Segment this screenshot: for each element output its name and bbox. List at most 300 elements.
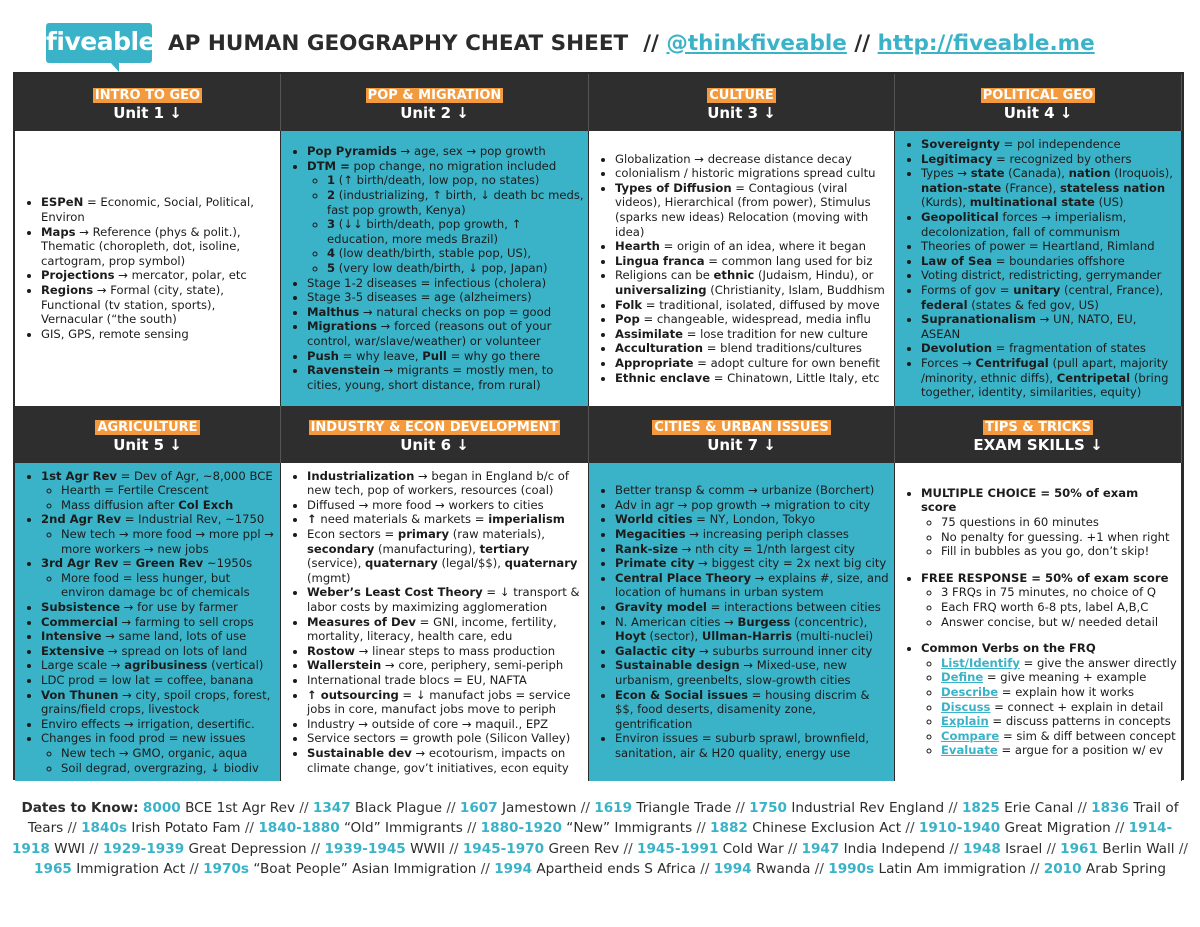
text: Adv in agr → pop growth → migration to city [615,497,871,512]
list-item [921,312,1177,341]
date-event: “New” Immigrants [561,820,693,837]
date-year: 1347 [312,800,351,816]
unit-title: Unit 3 ↓ [707,104,776,122]
list-item [921,356,1177,400]
date-year: 1994 [713,861,752,878]
list-item [921,283,1177,312]
bold-term: Malthus [307,304,360,319]
bold-term: secondary [307,541,375,556]
text: New tech → more food → more ppl → more workers → new jobs [61,527,274,556]
text: Globalization → decrease distance decay [615,151,852,166]
date-year: 1825 [961,800,1000,816]
text: (Judaism, Hindu), or [754,268,874,283]
unit-title: Unit 1 ↓ [113,104,182,122]
date-year: 1840s [81,820,128,837]
list-item [921,268,1177,283]
date-event: Chinese Exclusion Act [747,820,902,837]
text: = lose tradition for new culture [683,326,868,341]
bold-term: Types of Diffusion [615,180,732,195]
list-item [307,276,584,291]
text: 3 FRQs in 75 minutes, no choice of Q [941,585,1156,600]
bold-term: MULTIPLE CHOICE = 50% of exam score [921,485,1139,515]
sub-list-item [941,700,1177,715]
text: → spread on lots of land [104,643,248,658]
bold-term: Devolution [921,341,992,356]
text: → Reference (phys & polit.), Thematic (choropleth, dot, isoline, cartogram, prop symbol) [41,224,241,268]
bold-term: Ethnic enclave [615,370,711,385]
date-event: Immigration Act [71,861,186,878]
unit-tag: TIPS & TRICKS [985,419,1091,435]
bold-term: Push [307,348,339,363]
unit-title: Unit 7 ↓ [707,435,776,454]
text: (sector), [645,629,702,644]
text: → forced (reasons out of your control, war/slave/weather) or volunteer [307,319,552,349]
date-separator: // [63,820,82,837]
list-item [921,152,1177,167]
date-year: 1945-1970 [462,840,545,857]
text: = explain how it works [998,685,1135,699]
date-event: “Old” Immigrants [339,820,463,837]
list-item [615,327,890,342]
list-item [921,571,1177,629]
list-item [307,658,584,673]
text: = common lang used for biz [704,253,873,268]
unit-body-2 [281,131,589,406]
list-item [307,527,584,585]
bold-term: Appropriate [615,355,694,370]
text: Define [941,670,984,685]
date-year: 1961 [1060,840,1098,857]
text: → Mixed-use, new urbanism, greenbelts, slow-growth cities [615,658,851,687]
sub-list-item [941,714,1177,729]
sub-list-item [327,217,584,246]
text: = origin of an idea, where it began [659,239,866,254]
bold-term: Gravity model [615,600,707,615]
date-year: 1619 [594,800,633,816]
date-year: 8000 [142,800,181,816]
bold-term: 4 [327,246,336,261]
date-separator: // [1042,840,1061,857]
list-item [615,542,890,557]
text: Evaluate [941,743,998,758]
list-item [615,239,890,254]
date-separator: // [731,800,750,816]
sub-list-item [941,743,1177,758]
text: = NY, London, Tokyo [692,512,816,527]
text: Diffused → more food → workers to cities [307,497,544,512]
date-separator: // [442,800,460,816]
list-item [615,371,890,386]
date-event: Great Depression [184,840,307,857]
date-event: Israel [1000,840,1043,857]
text: Forms of gov = [921,282,1014,297]
list-item [615,152,890,167]
list-item [41,327,276,342]
header [46,18,1095,68]
bold-term: ethnic [713,268,755,283]
bold-term: Ravenstein [307,363,380,378]
text: = ↓ transport & labor costs by maximizing agglomeration [307,585,580,615]
bold-term: Megacities [615,527,686,542]
list-item [41,556,276,600]
text: Service sectors = growth pole (Silicon Valley) [307,731,571,746]
text: Industry → outside of core → maquil., EPZ [307,716,549,731]
sub-list-item [327,261,584,276]
bold-term: Supranationalism [921,312,1037,327]
date-year: 1910-1940 [918,820,1001,837]
sub-list [41,527,276,556]
text: = traditional, isolated, diffused by move [642,297,880,312]
date-year: 1948 [963,840,1001,857]
list-item [41,225,276,269]
bold-term: Wallerstein [307,658,382,673]
list-item [615,356,890,371]
list-item [41,195,276,224]
bold-term: Extensive [41,643,105,658]
unit-header-2 [281,74,589,131]
text: → explains #, size, and location of humans in urban system [615,570,889,600]
unit-tag: AGRICULTURE [97,419,198,435]
list-item [41,644,276,659]
text: International trade blocs = EU, NAFTA [307,673,527,687]
text: Large scale → [41,658,125,673]
text: = Contagious (viral videos), Hierarchical (from power), Stimulus (sparks new ideas) Relocation (moving with idea) [615,180,871,239]
date-event: Jamestown [497,800,577,816]
text: Soil degrad, overgrazing, ↓ biodiv [61,760,259,775]
date-event: Irish Potato Fam [127,820,241,837]
sub-list-item [941,600,1177,615]
text: → farming to sell crops [117,614,254,629]
sub-list-item [327,173,584,188]
sub-list [921,515,1177,559]
bold-term: Pop [615,312,640,327]
text: = Economic, Social, Political, Environ [41,195,254,224]
text: New tech → GMO, organic, aqua [61,745,248,760]
date-event: Trail of Tears [27,800,1179,837]
bold-term: Hoyt [615,629,646,644]
date-separator: // [901,820,919,837]
bold-term: Regions [41,282,94,297]
text: → Formal (city, state), Functional (tv station, sports), Vernacular (“the south) [41,282,224,327]
bold-term: World cities [615,512,693,527]
date-year: 1939-1945 [324,840,406,857]
bold-term: Sustainable dev [307,745,412,760]
bold-term: 3 [327,217,336,232]
text: = why go there [446,348,541,363]
bold-term: Intensive [41,629,102,644]
text: (pull apart, majority /minority, ethnic diffs), [921,355,1169,385]
text: Types → [921,166,971,181]
bullet-list [601,483,890,760]
page-title [168,31,1095,56]
text: need materials & markets = [316,512,489,527]
text: (↓↓ birth/death, pop growth, ↑ education, more meds Brazil) [327,217,522,246]
sub-list [41,571,276,600]
sub-list-item [941,585,1177,600]
bold-term: Col Exch [178,497,234,512]
bold-term: Commercial [41,614,118,629]
bold-term: Centrifugal [975,355,1049,370]
unit-body-3 [589,131,895,406]
bold-term: unitary [1013,282,1061,297]
list-item [615,688,890,732]
list-item [307,688,584,717]
bold-term: state [970,166,1005,181]
text: → UN, NATO, EU, ASEAN [921,312,1137,341]
text: ~1950s [203,556,253,571]
list-item [615,181,890,239]
fiveable-logo[interactable]: fiveable [46,23,152,63]
bold-term: Migrations [307,319,377,334]
text: colonialism / historic migrations spread cultu [615,166,876,181]
list-item [307,746,584,775]
unit-header-3 [589,74,895,131]
date-separator: // [306,840,325,857]
text: Better transp & comm → urbanize (Borchert) [615,483,875,498]
bold-term: Projections [41,268,115,283]
date-separator: // [240,820,259,837]
text: = adopt culture for own benefit [693,355,880,370]
bullet-list [907,137,1177,400]
list-item [615,644,890,659]
list-item [921,137,1177,152]
unit-tag: INTRO TO GEO [94,88,201,103]
text: = ↓ manufact jobs = service jobs in core, manufact jobs move to periph [307,687,571,717]
bold-term: Primate city [615,556,695,571]
text: (Canada), [1004,166,1069,181]
text: → migrants = mostly men, to cities, young, short distance, from rural) [307,363,554,392]
bold-term: Weber’s Least Cost Theory [307,585,483,600]
text: (multi-nuclei) [792,629,874,644]
text: Describe [941,685,999,699]
sub-list-item [941,729,1177,744]
bold-term: Measures of Dev [307,614,416,629]
text: Discuss [941,699,991,714]
bold-term: 2 [327,188,336,203]
text: = housing discrim & $$, food deserts, disamenity zone, gentrification [615,687,870,731]
date-year: 1914-1918 [11,820,1173,857]
unit-grid [13,72,1184,780]
date-event: Arab Spring [1081,861,1166,878]
text: = Dev of Agr, ~8,000 BCE [116,468,273,483]
text: = [118,556,136,571]
sub-list-item [327,246,584,261]
date-year: 1750 [749,800,787,816]
text: Voting district, redistricting, gerrymander [921,268,1162,283]
list-item [307,305,584,320]
text: Environ issues = suburb sprawl, brownfield, sanitation, air & H20 quality, energy use [615,731,870,760]
text: (Christianity, Islam, Buddhism [706,282,885,297]
text: (↑ birth/death, low pop, no states) [335,173,540,188]
bold-term: agribusiness [124,658,208,673]
unit-title: Unit 5 ↓ [113,435,182,454]
bold-term: 3rd Agr Rev [41,556,119,571]
list-item [921,641,1177,758]
sub-list [921,585,1177,629]
list-item [307,363,584,392]
bold-term: Lingua franca [615,253,705,268]
list-item [307,585,584,614]
bold-term: Von Thunen [41,687,119,702]
date-event: WWI [49,840,86,857]
date-event: WWII [405,840,445,857]
sub-list [307,173,584,275]
list-item [615,600,890,615]
text: No penalty for guessing. +1 when right [941,529,1170,544]
text: = blend traditions/cultures [703,341,862,356]
text: = sim & diff between concept [999,728,1176,743]
text: → ecotourism, impacts on climate change, gov’t initiatives, econ equity [307,745,569,775]
sub-list-item [941,670,1177,685]
text: → natural checks on pop = good [359,304,552,319]
list-item [307,512,584,527]
list-item [41,731,276,775]
list-item [921,210,1177,239]
date-event: BCE 1st Agr Rev [180,800,296,816]
sub-list-item [61,498,276,513]
list-item [307,290,584,305]
sub-list-item [327,188,584,217]
list-item [41,268,276,283]
bold-term: DTM = [307,158,350,173]
text: Mass diffusion after [61,497,179,512]
text: 75 questions in 60 minutes [941,515,1099,530]
title-separator: // [854,30,871,56]
bold-term: Hearth [615,239,660,254]
sub-list-item [61,571,276,600]
date-year: 1840-1880 [258,820,340,837]
list-item [307,469,584,498]
text: → began in England b/c of new tech, pop of workers, resources (coal) [307,468,569,498]
date-separator: // [576,800,595,816]
date-event: Triangle Trade [632,800,732,816]
text: → core, periphery, semi-periph [381,658,564,673]
date-event: Great Migration [1000,820,1111,837]
unit-tag: INDUSTRY & ECON DEVELOPMENT [310,419,559,435]
sub-list-item [941,656,1177,671]
text: (low death/birth, stable pop, US), [335,246,532,261]
text: (industrializing, ↑ birth, ↓ death bc meds, fast pop growth, Kenya) [327,188,584,217]
list-item [41,600,276,615]
date-year: 1947 [801,840,840,857]
bold-term: quaternary [364,556,438,571]
bold-term: stateless nation [1059,180,1166,195]
text: Religions can be [615,268,714,283]
text: → same land, lots of use [101,629,247,644]
list-item [41,512,276,556]
text: (service), [307,556,365,571]
text: → mercator, polar, etc [114,268,247,283]
date-separator: // [295,800,313,816]
list-item [921,486,1177,559]
text: = changeable, widespread, media influ [639,312,871,327]
sub-list [41,483,276,512]
unit-body-8 [895,463,1182,781]
text: Enviro effects → irrigation, desertific. [41,716,255,731]
unit-header-8 [895,406,1182,463]
date-event: Black Plague [350,800,443,816]
text: Compare [941,728,1000,743]
bold-term: Central Place Theory [615,570,752,585]
text: = pol independence [999,137,1121,151]
date-year: 1970s [203,861,249,878]
bold-term: 1 [327,173,336,188]
text: = connect + explain in detail [990,699,1164,714]
unit-body-4 [895,131,1182,406]
website-link[interactable]: http://fiveable.me [877,30,1095,56]
text: Fill in bubbles as you go, don’t skip! [941,544,1150,559]
unit-body-7 [589,463,895,781]
bold-term: Ullman-Harris [701,629,793,644]
text: Explain [941,714,989,729]
text: Econ sectors = [307,527,398,542]
list-item [615,527,890,542]
list-item [307,349,584,364]
list-item [41,283,276,327]
bold-term: nation [1068,166,1111,181]
list-item [41,615,276,630]
bold-term: Acculturation [615,341,704,356]
text: → city, spoil crops, forest, grains/field crops, livestock [41,687,271,717]
list-item [307,673,584,688]
list-item [615,268,890,297]
bold-term: Green Rev [135,556,204,571]
date-separator: // [1073,800,1092,816]
list-item [41,717,276,732]
text: = GNI, income, fertility, mortality, literacy, health care, edu [307,614,557,644]
text: → biggest city = 2x next big city [694,556,887,571]
bold-term: quaternary [504,556,578,571]
list-item [307,319,584,348]
text: = give meaning + example [983,670,1147,685]
unit-title: Unit 6 ↓ [400,435,469,454]
text: → nth city = 1/nth largest city [678,541,855,556]
dates-label: Dates to Know: [21,800,139,816]
list-item [921,166,1177,210]
date-year: 2010 [1043,861,1082,878]
unit-title: Unit 2 ↓ [400,104,469,122]
list-item [615,483,890,498]
list-item [307,717,584,732]
text: = argue for a position w/ ev [997,743,1164,758]
sub-list-item [61,483,276,498]
list-item [921,239,1177,254]
text: Answer concise, but w/ needed detail [941,614,1159,629]
bold-term: FREE RESPONSE = 50% of exam score [921,570,1169,585]
text: → age, sex → pop growth [396,144,546,159]
text: (states & fed gov, US) [967,297,1099,312]
date-year: 1882 [710,820,748,837]
bold-term: 1st Agr Rev [41,468,117,483]
text: = boundaries offshore [992,253,1125,268]
bold-term: universalizing [615,282,707,297]
list-item [615,512,890,527]
list-item [307,615,584,644]
text: (Kurds), [921,195,970,210]
list-item [921,254,1177,269]
bold-term: ↑ [307,512,317,527]
text: = Industrial Rev, ~1750 [121,512,265,527]
text: Each FRQ worth 6-8 pts, label A,B,C [941,600,1149,615]
twitter-link[interactable]: @thinkfiveable [666,30,847,56]
bold-term: Common Verbs on the FRQ [921,641,1096,656]
list-item [615,498,890,513]
date-separator: // [692,820,711,837]
sub-list-item [941,530,1177,545]
bold-term: Centripetal [1056,370,1131,385]
text: N. American cities → [615,614,738,629]
date-year: 1965 [34,861,72,878]
